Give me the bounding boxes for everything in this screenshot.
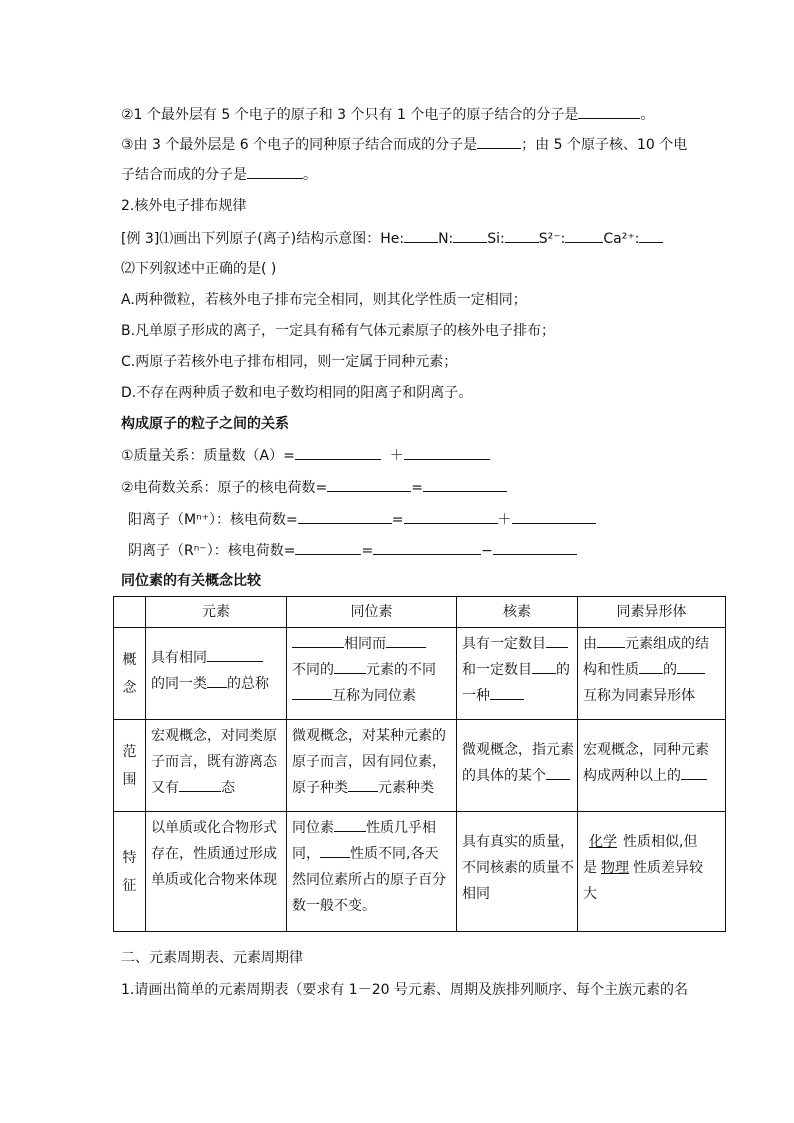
cell-text: 微观概念，指元素 [462, 742, 574, 758]
blank[interactable] [320, 843, 350, 858]
underlined-answer: 物理 [601, 860, 629, 876]
row-label-char: 征 [122, 877, 137, 894]
blank[interactable] [292, 633, 344, 648]
header-cell: 元素 [146, 597, 287, 628]
cell-text: 和一定数目 [462, 662, 532, 678]
cell-text: 互称为同素异形体 [583, 688, 695, 704]
q3a-text: ③由 3 个最外层是 6 个电子的同种原子结合而成的分子是 [121, 137, 478, 153]
header-cell: 同位素 [287, 597, 457, 628]
cell-text: 的同一类 [151, 676, 207, 692]
table-cell [146, 628, 287, 720]
blank[interactable] [327, 477, 411, 492]
blank[interactable] [597, 633, 625, 648]
cell-text: 性质不同,各天 [350, 846, 439, 862]
blank[interactable] [386, 633, 426, 648]
blank[interactable] [639, 659, 663, 674]
cell-text: 原子种类 [292, 780, 348, 796]
cell-text: 相同 [462, 886, 490, 902]
blank[interactable] [512, 509, 596, 524]
cell-text: 不同核素的质量不 [462, 860, 574, 876]
blank[interactable] [348, 777, 378, 792]
option-c[interactable]: C.两原子若核外电子排布相同，则一定属于同种元素； [121, 354, 458, 370]
question-3a [121, 134, 687, 155]
cell-text: 是 [583, 860, 597, 876]
cell-text: 存在，性质通过形成 [151, 846, 277, 862]
question-periodic-table: 1.请画出简单的元素周期表（要求有 1－20 号元素、周期及族排列顺序、每个主族元素的名 [121, 982, 688, 998]
q2-end: 。 [640, 107, 655, 123]
blank[interactable] [404, 445, 490, 460]
table-header-row [114, 597, 726, 628]
mass-relation [121, 445, 490, 466]
table-row [114, 720, 726, 812]
cell-text: 宏观概念，同种元素 [583, 742, 709, 758]
anion-label: 阴离子（Rⁿ⁻）：核电荷数= [128, 543, 296, 559]
cation-relation [128, 509, 596, 530]
blank[interactable] [490, 685, 524, 700]
blank[interactable] [493, 540, 577, 555]
ex3-ca: Ca²⁺: [603, 231, 640, 247]
ex3-s2: S²⁻: [538, 231, 566, 247]
cell-text: 同位素 [292, 820, 334, 836]
cell-text: 微观概念，对某种元素的 [292, 728, 446, 744]
cell-text: 子而言，既有游离态 [151, 754, 277, 770]
blank[interactable] [546, 765, 570, 780]
cell-text: 以单质或化合物形式 [151, 820, 277, 836]
blank[interactable] [295, 540, 361, 555]
cell-text: 的具体的某个 [462, 768, 546, 784]
eq: = [361, 543, 374, 559]
cell-text: 又有 [151, 780, 179, 796]
cell-text: 态 [221, 780, 235, 796]
table-cell [578, 720, 726, 812]
example-3 [121, 228, 663, 249]
blank[interactable] [477, 134, 521, 149]
q3a-cont: ；由 5 个原子核、10 个电 [521, 137, 688, 153]
cell-text: 的 [556, 662, 570, 678]
plus: ＋ [389, 448, 404, 464]
cell-text: 构成两种以上的 [583, 768, 681, 784]
blank[interactable] [453, 228, 487, 243]
cell-text: 性质差异较 [633, 860, 703, 876]
mass-label: ①质量关系：质量数（A）= [121, 448, 295, 464]
section-two-title: 二、元素周期表、元素周期律 [121, 950, 303, 966]
cell-text: 原子而言，因有同位素， [292, 754, 446, 770]
example-3b: ⑵下列叙述中正确的是( ) [121, 261, 277, 277]
cell-text: 相同而 [344, 636, 386, 652]
blank[interactable] [578, 104, 640, 119]
header-cell: 核素 [457, 597, 578, 628]
heading-particle-relations: 构成原子的粒子之间的关系 [121, 416, 289, 432]
charge-relation [121, 477, 507, 498]
blank[interactable] [546, 633, 568, 648]
cell-text: 的总称 [227, 676, 269, 692]
eq: = [411, 480, 424, 496]
blank[interactable] [292, 685, 332, 700]
cell-text: 不同的 [292, 662, 334, 678]
blank[interactable] [565, 228, 603, 243]
q2-text: ②1 个最外层有 5 个电子的原子和 3 个只有 1 个电子的原子结合的分子是 [121, 107, 579, 123]
row-label-char: 概 [122, 651, 137, 668]
cation-label: 阳离子（Mⁿ⁺）：核电荷数= [128, 512, 298, 528]
plus: ＋ [497, 512, 512, 528]
charge-label: ②电荷数关系：原子的核电荷数= [121, 480, 328, 496]
q3b-end: 。 [303, 167, 317, 183]
cell-text: 的 [663, 662, 677, 678]
cell-text: 由 [583, 636, 597, 652]
question-2 [121, 104, 654, 125]
blank[interactable] [677, 659, 705, 674]
cell-text: 具有相同 [151, 650, 207, 666]
ex3-si: Si: [487, 231, 505, 247]
underlined-answer: 化学 [589, 834, 617, 850]
option-d[interactable]: D.不存在两种质子数和电子数均相同的阳离子和阴离子。 [121, 385, 473, 401]
option-a[interactable]: A.两种微粒，若核外电子排布完全相同，则其化学性质一定相同； [121, 292, 527, 308]
blank[interactable] [334, 659, 366, 674]
table-cell [457, 628, 578, 720]
cell-text: 单质或化合物来体现 [151, 872, 277, 888]
table-cell [578, 628, 726, 720]
row-label-char: 范 [122, 743, 137, 760]
q3b-text: 子结合而成的分子是 [121, 167, 247, 183]
blank[interactable] [179, 777, 221, 792]
blank[interactable] [295, 445, 381, 460]
blank[interactable] [681, 765, 707, 780]
cell-text: 元素的不同 [366, 662, 436, 678]
cell-text: 宏观概念，对同类原 [151, 728, 277, 744]
isotope-comparison-table [113, 596, 726, 932]
table-row [114, 812, 726, 932]
cell-text: 性质相似,但 [623, 834, 698, 850]
table-cell [287, 628, 457, 720]
blank[interactable] [207, 647, 263, 662]
ex3-label: [例 3]⑴画出下列原子(离子)结构示意图：He: [121, 231, 405, 247]
row-label-char: 围 [122, 771, 137, 788]
row-label-char: 特 [122, 849, 137, 866]
table-cell [457, 812, 578, 932]
cell-text: 同， [292, 846, 320, 862]
row-label-char: 念 [122, 679, 137, 696]
cell-text: 互称为同位素 [332, 688, 416, 704]
cell-text: 数一般不变。 [292, 898, 376, 914]
table-row [114, 628, 726, 720]
cell-text: 具有真实的质量， [462, 834, 574, 850]
blank[interactable] [532, 659, 556, 674]
table-cell [457, 720, 578, 812]
cell-text: 一种 [462, 688, 490, 704]
table-cell [287, 812, 457, 932]
eq: = [391, 512, 404, 528]
table-cell [146, 720, 287, 812]
cell-text: 元素种类 [378, 780, 434, 796]
blank[interactable] [404, 509, 498, 524]
blank[interactable] [207, 673, 227, 688]
table-cell [287, 720, 457, 812]
cell-text: 具有一定数目 [462, 636, 546, 652]
section-2-title: 2.核外电子排布规律 [121, 198, 247, 214]
minus: − [481, 543, 493, 559]
row-label [114, 720, 146, 812]
row-label [114, 628, 146, 720]
cell-text: 构和性质 [583, 662, 639, 678]
anion-relation [128, 540, 577, 561]
blank[interactable] [423, 477, 507, 492]
blank[interactable] [298, 509, 392, 524]
blank[interactable] [334, 817, 366, 832]
table-cell [578, 812, 726, 932]
cell-text: 性质几乎相 [366, 820, 436, 836]
header-cell [114, 597, 146, 628]
cell-text: 元素组成的结 [625, 636, 709, 652]
cell-text: 大 [583, 886, 597, 902]
blank[interactable] [404, 228, 438, 243]
question-3b [121, 164, 317, 185]
blank[interactable] [247, 164, 303, 179]
row-label [114, 812, 146, 932]
heading-isotope-comparison: 同位素的有关概念比较 [121, 573, 261, 589]
blank[interactable] [639, 228, 663, 243]
table-cell [146, 812, 287, 932]
header-cell: 同素异形体 [578, 597, 726, 628]
blank[interactable] [373, 540, 481, 555]
cell-text: 然同位素所占的原子百分 [292, 872, 446, 888]
ex3-n: N: [438, 231, 454, 247]
option-b[interactable]: B.凡单原子形成的离子，一定具有稀有气体元素原子的核外电子排布； [121, 323, 556, 339]
blank[interactable] [505, 228, 539, 243]
